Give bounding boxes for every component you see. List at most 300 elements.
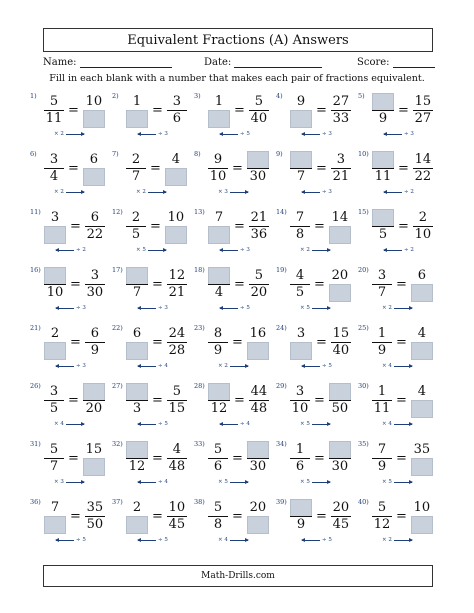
numerator-2-blank[interactable] (247, 151, 269, 169)
arrow-right-icon (66, 424, 84, 425)
denominator-2 (415, 227, 432, 243)
right-fraction (411, 326, 433, 359)
denominator-1-blank[interactable] (208, 226, 230, 244)
numerator-2 (415, 384, 429, 400)
denominator-2-blank[interactable] (247, 516, 269, 534)
name-label: Name: (43, 57, 77, 68)
numerator-1-blank[interactable] (44, 267, 66, 285)
numerator-1-value: 1 (377, 326, 387, 341)
left-fraction (208, 500, 228, 533)
left-fraction (44, 442, 64, 475)
right-fraction (167, 442, 187, 475)
left-fraction (290, 268, 310, 301)
equals-sign: = (68, 393, 79, 408)
numerator-2-value: 6 (417, 268, 427, 283)
operation-label: ÷ 3 (158, 305, 168, 311)
numerator-1 (211, 442, 225, 458)
numerator-2-value: 10 (168, 500, 186, 515)
numerator-2 (414, 442, 431, 458)
denominator-2-blank[interactable] (411, 458, 433, 476)
arrow-right-icon (394, 308, 412, 309)
denominator-2 (169, 517, 186, 533)
numerator-1-blank[interactable] (208, 383, 230, 401)
right-fraction (247, 152, 269, 185)
problem-item (358, 382, 442, 440)
operation-label: ÷ 3 (322, 131, 332, 137)
denominator-1-value: 7 (296, 169, 306, 184)
left-fraction (126, 384, 148, 417)
denominator-1-value: 3 (132, 401, 142, 416)
numerator-1 (130, 94, 144, 110)
instructions: Fill in each blank with a number that makes each pair of fractions equivalent. (49, 73, 425, 84)
operation-label: ÷ 5 (76, 537, 86, 543)
denominator-1 (375, 459, 389, 475)
problem-item (30, 382, 114, 440)
denominator-2 (83, 459, 105, 475)
left-fraction (208, 326, 228, 359)
denominator-1-value: 11 (374, 169, 392, 184)
date-line (234, 57, 322, 68)
right-fraction (167, 268, 187, 301)
numerator-2 (333, 94, 350, 110)
denominator-1-blank[interactable] (208, 110, 230, 128)
arrow-left-icon (220, 250, 238, 251)
operation-hint (382, 479, 414, 485)
problem-number: 10) (358, 150, 369, 158)
denominator-1-value: 12 (128, 459, 146, 474)
denominator-1 (211, 459, 225, 475)
problem-number: 1) (30, 92, 37, 100)
fraction-equation (126, 326, 187, 359)
left-fraction (372, 152, 394, 185)
numerator-1 (126, 268, 148, 284)
operation-hint (300, 189, 332, 195)
denominator-2-blank[interactable] (83, 168, 105, 186)
numerator-2 (334, 152, 348, 168)
denominator-1-blank[interactable] (126, 342, 148, 360)
operation-hint (54, 131, 86, 137)
denominator-1-value: 7 (377, 285, 387, 300)
denominator-1-value: 12 (373, 517, 391, 532)
denominator-1 (208, 111, 230, 127)
denominator-1-value: 10 (46, 285, 64, 300)
denominator-2-value: 22 (86, 227, 104, 242)
denominator-2-blank[interactable] (411, 284, 433, 302)
problem-number: 23) (194, 324, 205, 332)
numerator-1 (212, 210, 226, 226)
operation-label: × 3 (54, 479, 64, 485)
right-fraction (83, 442, 105, 475)
denominator-2-blank[interactable] (411, 516, 433, 534)
denominator-1 (293, 459, 307, 475)
numerator-2-value: 20 (332, 500, 350, 515)
problem-item (276, 498, 360, 556)
numerator-1-blank[interactable] (126, 267, 148, 285)
numerator-1-value: 2 (131, 210, 141, 225)
numerator-2-value: 10 (167, 210, 185, 225)
numerator-1-blank[interactable] (290, 499, 312, 517)
numerator-2 (250, 500, 267, 516)
denominator-2-value: 30 (249, 459, 267, 474)
problem-item (194, 266, 278, 324)
equals-sign: = (152, 103, 163, 118)
numerator-2-blank[interactable] (83, 383, 105, 401)
right-fraction (249, 268, 269, 301)
denominator-2-blank[interactable] (165, 168, 187, 186)
problem-item (30, 208, 114, 266)
numerator-2-value: 3 (90, 268, 100, 283)
denominator-1-blank[interactable] (126, 516, 148, 534)
denominator-1 (375, 343, 389, 359)
right-fraction (413, 210, 433, 243)
equals-sign: = (314, 219, 325, 234)
arrow-right-icon (230, 366, 248, 367)
numerator-1 (48, 326, 62, 342)
denominator-2-blank[interactable] (329, 284, 351, 302)
equals-sign: = (396, 509, 407, 524)
denominator-2-blank[interactable] (165, 226, 187, 244)
numerator-1-value: 3 (49, 384, 59, 399)
problem-item (112, 440, 196, 498)
denominator-2 (87, 227, 104, 243)
arrow-left-icon (56, 250, 74, 251)
denominator-1 (47, 459, 61, 475)
problem-number: 31) (30, 440, 41, 448)
problem-item (358, 208, 442, 266)
numerator-1 (293, 442, 307, 458)
denominator-1 (210, 169, 227, 185)
right-fraction (165, 152, 187, 185)
problem-number: 32) (112, 440, 123, 448)
numerator-1-value: 6 (132, 326, 142, 341)
denominator-2-blank[interactable] (247, 342, 269, 360)
numerator-2 (169, 326, 186, 342)
denominator-2-value: 45 (332, 517, 350, 532)
denominator-2 (169, 459, 186, 475)
left-fraction (44, 94, 64, 127)
numerator-2 (252, 94, 266, 110)
problem-number: 12) (112, 208, 123, 216)
problem-number: 24) (276, 324, 287, 332)
equals-sign: = (396, 335, 407, 350)
operation-label: × 2 (136, 189, 146, 195)
arrow-left-icon (384, 192, 402, 193)
problem-number: 37) (112, 498, 123, 506)
numerator-1 (293, 210, 307, 226)
operation-label: × 2 (382, 537, 392, 543)
numerator-1 (130, 326, 144, 342)
problem-item (276, 150, 360, 208)
denominator-2-blank[interactable] (411, 400, 433, 418)
right-fraction (413, 152, 433, 185)
operation-label: × 4 (54, 421, 64, 427)
operation-hint (136, 189, 168, 195)
operation-hint (218, 421, 250, 427)
equals-sign: = (316, 103, 327, 118)
numerator-1-value: 2 (132, 500, 142, 515)
operation-hint (218, 363, 250, 369)
operation-hint (136, 479, 168, 485)
numerator-2-value: 16 (249, 326, 267, 341)
numerator-2 (87, 500, 104, 516)
numerator-2-blank[interactable] (329, 441, 351, 459)
equals-sign: = (232, 509, 243, 524)
fraction-equation (208, 94, 269, 127)
fraction-equation (126, 500, 187, 533)
problem-item (194, 324, 278, 382)
denominator-1-value: 5 (131, 227, 141, 242)
operation-label: × 4 (382, 421, 392, 427)
denominator-1-blank[interactable] (126, 110, 148, 128)
numerator-2 (416, 210, 430, 226)
operation-hint (218, 189, 250, 195)
numerator-2-value: 10 (413, 500, 431, 515)
problem-number: 39) (276, 498, 287, 506)
denominator-1-blank[interactable] (44, 342, 66, 360)
denominator-1 (293, 285, 307, 301)
problem-item (30, 266, 114, 324)
problem-item (276, 440, 360, 498)
denominator-2-value: 21 (332, 169, 350, 184)
denominator-2-blank[interactable] (329, 226, 351, 244)
right-fraction (329, 210, 351, 243)
problem-item (112, 208, 196, 266)
problem-number: 8) (194, 150, 201, 158)
numerator-1 (211, 500, 225, 516)
equals-sign: = (232, 161, 243, 176)
right-fraction (249, 94, 269, 127)
denominator-2 (87, 517, 104, 533)
right-fraction (85, 268, 105, 301)
operation-label: × 2 (300, 247, 310, 253)
denominator-1-blank[interactable] (290, 110, 312, 128)
left-fraction (372, 94, 394, 127)
arrow-left-icon (56, 366, 74, 367)
numerator-2 (415, 326, 429, 342)
equals-sign: = (398, 103, 409, 118)
problem-item (276, 266, 360, 324)
denominator-1-blank[interactable] (44, 516, 66, 534)
problem-number: 13) (194, 208, 205, 216)
fraction-equation (126, 442, 187, 475)
denominator-1-value: 6 (295, 459, 305, 474)
denominator-2 (247, 343, 269, 359)
operation-hint (136, 363, 168, 369)
numerator-2 (415, 152, 432, 168)
numerator-2 (88, 326, 102, 342)
denominator-2-value: 50 (86, 517, 104, 532)
denominator-2-value: 40 (332, 343, 350, 358)
operation-label: × 2 (54, 131, 64, 137)
score-line (393, 57, 435, 68)
numerator-2-value: 44 (250, 384, 268, 399)
numerator-2 (88, 210, 102, 226)
numerator-1-value: 2 (131, 152, 141, 167)
numerator-1-value: 3 (295, 384, 305, 399)
numerator-1-blank[interactable] (372, 93, 394, 111)
right-fraction (85, 210, 105, 243)
problem-item (112, 324, 196, 382)
fraction-equation (290, 152, 351, 185)
left-fraction (126, 152, 146, 185)
numerator-1 (375, 326, 389, 342)
denominator-2-value: 40 (250, 111, 268, 126)
numerator-1-value: 9 (213, 152, 223, 167)
denominator-2-value: 21 (168, 285, 186, 300)
denominator-1-blank[interactable] (290, 342, 312, 360)
operation-label: ÷ 4 (240, 421, 250, 427)
numerator-2-blank[interactable] (247, 441, 269, 459)
denominator-2-blank[interactable] (411, 342, 433, 360)
problem-number: 2) (112, 92, 119, 100)
numerator-2-value: 5 (254, 94, 264, 109)
arrow-left-icon (302, 192, 320, 193)
operation-hint (382, 537, 414, 543)
numerator-1 (211, 326, 225, 342)
fraction-equation (126, 94, 187, 127)
left-fraction (290, 210, 310, 243)
numerator-1-blank[interactable] (126, 441, 148, 459)
denominator-2 (165, 169, 187, 185)
operation-hint (218, 247, 250, 253)
operation-hint (218, 537, 250, 543)
operation-label: × 2 (218, 363, 228, 369)
denominator-1-value: 7 (49, 459, 59, 474)
fraction-equation (208, 152, 269, 185)
denominator-1 (211, 517, 225, 533)
denominator-2 (87, 285, 104, 301)
right-fraction (247, 326, 269, 359)
right-fraction (411, 268, 433, 301)
numerator-1-blank[interactable] (208, 267, 230, 285)
denominator-2 (332, 401, 349, 417)
equals-sign: = (234, 277, 245, 292)
operation-hint (54, 537, 86, 543)
denominator-1 (47, 285, 64, 301)
denominator-1-value: 8 (295, 227, 305, 242)
denominator-1-blank[interactable] (44, 226, 66, 244)
denominator-1-value: 10 (209, 169, 227, 184)
denominator-2 (251, 111, 268, 127)
left-fraction (44, 500, 66, 533)
numerator-1-value: 1 (132, 94, 142, 109)
date-label: Date: (204, 57, 232, 68)
denominator-1 (47, 169, 61, 185)
numerator-2-value: 12 (168, 268, 186, 283)
numerator-2-value: 4 (417, 326, 427, 341)
fraction-equation (290, 384, 351, 417)
denominator-1 (290, 111, 312, 127)
numerator-2 (170, 442, 184, 458)
denominator-2 (415, 111, 432, 127)
equals-sign: = (68, 161, 79, 176)
left-fraction (372, 442, 392, 475)
problem-item (358, 324, 442, 382)
problem-number: 30) (358, 382, 369, 390)
operation-hint (382, 189, 414, 195)
denominator-2-blank[interactable] (83, 458, 105, 476)
left-fraction (126, 442, 148, 475)
denominator-1 (290, 343, 312, 359)
problem-item (112, 266, 196, 324)
arrow-right-icon (394, 424, 412, 425)
numerator-2 (86, 94, 103, 110)
denominator-2-blank[interactable] (83, 110, 105, 128)
worksheet-title: Equivalent Fractions (A) Answers (43, 28, 433, 52)
problem-item (194, 382, 278, 440)
score-field[interactable] (357, 57, 435, 68)
operation-label: × 3 (218, 189, 228, 195)
numerator-2-value: 3 (336, 152, 346, 167)
operation-hint (382, 421, 414, 427)
numerator-2-value: 4 (171, 152, 181, 167)
numerator-2 (170, 384, 184, 400)
right-fraction (411, 384, 433, 417)
problem-number: 11) (30, 208, 41, 216)
fraction-equation (208, 500, 269, 533)
denominator-1 (126, 343, 148, 359)
fraction-equation (126, 268, 187, 301)
denominator-2 (83, 169, 105, 185)
numerator-1 (130, 500, 144, 516)
fraction-equation (208, 384, 269, 417)
problem-item (276, 382, 360, 440)
right-fraction (331, 94, 351, 127)
problem-number: 25) (358, 324, 369, 332)
equals-sign: = (152, 335, 163, 350)
arrow-right-icon (312, 424, 330, 425)
problem-item (276, 208, 360, 266)
numerator-1-value: 9 (296, 94, 306, 109)
numerator-1-value: 7 (214, 210, 224, 225)
numerator-2 (247, 152, 269, 168)
operation-label: ÷ 3 (404, 131, 414, 137)
numerator-2-value: 27 (332, 94, 350, 109)
numerator-2-value: 14 (414, 152, 432, 167)
denominator-2 (247, 517, 269, 533)
left-fraction (290, 442, 310, 475)
left-fraction (208, 210, 230, 243)
fraction-equation (290, 268, 351, 301)
numerator-1-value: 5 (213, 500, 223, 515)
numerator-1 (372, 94, 394, 110)
numerator-2 (415, 94, 432, 110)
arrow-left-icon (302, 366, 320, 367)
numerator-1 (290, 500, 312, 516)
equals-sign: = (68, 451, 79, 466)
numerator-1-blank[interactable] (372, 209, 394, 227)
denominator-2 (170, 111, 184, 127)
numerator-1 (129, 152, 143, 168)
numerator-2-value: 3 (172, 94, 182, 109)
denominator-2 (411, 459, 433, 475)
operation-hint (54, 479, 86, 485)
arrow-left-icon (220, 424, 238, 425)
numerator-1-blank[interactable] (126, 383, 148, 401)
name-field[interactable] (43, 57, 172, 68)
numerator-2-value: 2 (418, 210, 428, 225)
arrow-right-icon (312, 308, 330, 309)
date-field[interactable] (204, 57, 322, 68)
numerator-1-blank[interactable] (290, 151, 312, 169)
numerator-2-blank[interactable] (329, 383, 351, 401)
problem-number: 35) (358, 440, 369, 448)
numerator-1-value: 5 (377, 500, 387, 515)
operation-hint (382, 363, 414, 369)
denominator-1 (374, 401, 391, 417)
arrow-right-icon (394, 482, 412, 483)
numerator-1-blank[interactable] (372, 151, 394, 169)
